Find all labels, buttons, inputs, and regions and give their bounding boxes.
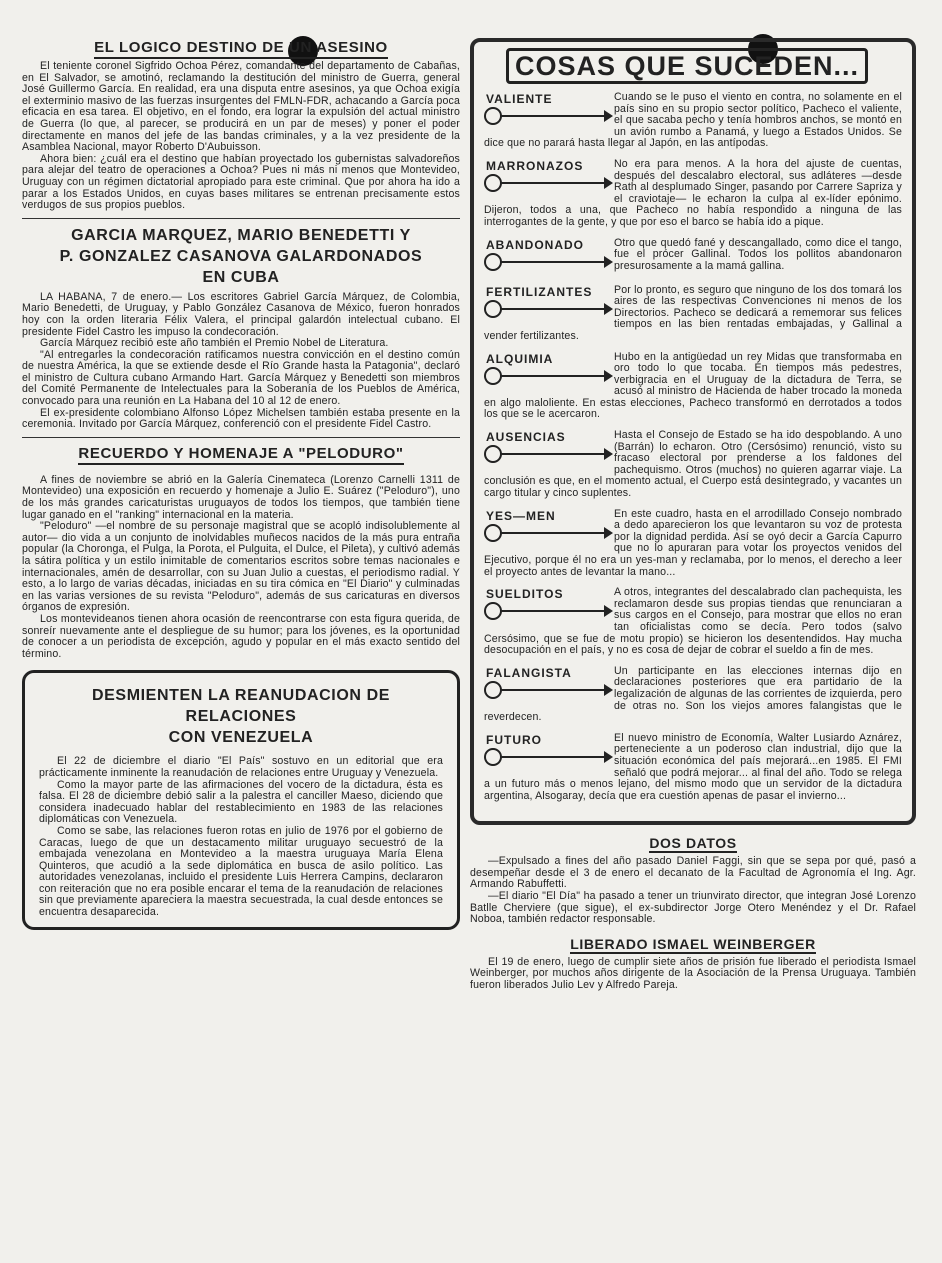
entry-label: ALQUIMIA bbox=[486, 351, 554, 366]
story-logico-destino bbox=[22, 38, 460, 212]
paragraph: El ex-presidente colombiano Alfonso López Michelsen también estaba presente en la ceremonia. Invitado por García Márquez, conferenció con el presidente Fidel Castro. bbox=[22, 406, 460, 431]
entry bbox=[484, 430, 902, 500]
arrow-icon bbox=[484, 601, 614, 621]
arrow-icon bbox=[484, 680, 614, 700]
entry-label: YES—MEN bbox=[486, 508, 556, 523]
headline: LIBERADO ISMAEL WEINBERGER bbox=[570, 935, 816, 952]
paragraph: El 19 de enero, luego de cumplir siete años de prisión fue liberado el periodista Ismael Weinberger, por muchos años dirigente de la Asociación de la Prensa Uruguaya. También fueron liberados Julio Lev y Alfredo Pareja. bbox=[470, 955, 916, 992]
paragraph: LA HABANA, 7 de enero.— Los escritores Gabriel García Márquez, de Colombia, Mario Benedetti, de Uruguay, y Pablo González Casanova de México, fueron honrados hoy con la orden literaria Félix Valera, el principal galardón intelectual cubano. El presidente Fidel Castro les impuso la condecoración. bbox=[22, 290, 460, 338]
entry bbox=[484, 733, 902, 803]
arrow-icon bbox=[484, 523, 614, 543]
entry-text: Hasta el Consejo de Estado se ha ido despoblando. A uno (Barrán) lo echaron. Otro (Cersósimo) renunció, visto su fracaso electoral por prenderse a los faldones del pachequismo. Otros (muchos) no quieren agarrar viaje. La conclusión es que, en el momento actual, el Cuerpo está desintegrado, y vacantes un cargo titular y cinco suplentes. bbox=[484, 429, 902, 500]
entry bbox=[484, 352, 902, 422]
paragraph: Como se sabe, las relaciones fueron rotas en julio de 1976 por el gobierno de Caracas, luego de que un destacamento militar uruguayo secuestró de la embajada venezolana en Montevideo a la maestra uruguaya María Elena Quinteros, que acudió a la sede diplomática en busca de asilo político. Las autoridades venezolanas, incluido el presidente Luis Herrera Campins, declararon con reiteración que no era posible encarar el tema de la reanudación de relaciones sin que previamente apareciera la maestra secuestrada, la cual desde entonces se encuentra desaparecida. bbox=[39, 824, 443, 919]
arrow-icon bbox=[484, 444, 614, 464]
cosas-que-suceden-panel bbox=[470, 38, 916, 825]
story-dos-datos bbox=[470, 835, 916, 926]
paragraph: "Peloduro" —el nombre de su personaje magistral que se acopló indisolublemente al autor— dio vida a un conjunto de inolvidables muñecos nacidos de la más pura entraña popular (la Choronga, el Pulga, la Porota, el Pulguita, el Dulce, el Pileta), y cultivó además la sátira política y un estilo inimitable de comentarios escritos sobre temas nacionales e internacionales, amén de desarrollar, con su Juan Julio a cuestas, el periodismo radial. Y esto, a lo largo de varias décadas, iniciadas en su tira cómica en "El Diario" y culminadas en las varias versiones de su revista "Peloduro", además de sus caricaturas en diversos órganos de expresión. bbox=[22, 520, 460, 614]
story-galardonados bbox=[22, 225, 460, 431]
panel-title: COSAS QUE SUCEDEN... bbox=[506, 48, 868, 84]
paragraph: "Al entregarles la condecoración ratificamos nuestra convicción en el destino común de nuestra América, la que se extiende desde el Río Grande hasta la Patagonia", declaró el ministro de Cultura cubano Armando Hart. García Márquez y Benedetti son miembros del Comité Permanente de Intelectuales para la Soberanía de los Pueblos de América, convocado para una reunión en La Habana del 10 al 12 de enero. bbox=[22, 348, 460, 408]
entry-label: FALANGISTA bbox=[486, 665, 572, 680]
entry-text: Hubo en la antigüedad un rey Midas que transformaba en oro todo lo que tocaba. En tiempos más pedestres, verbigracia en el Uruguay de la dictadura de Terra, se acusó al ministro de Hacienda de haber trocado la moneda en algo maloliente. En estas elecciones, Pacheco transformó en derrotados a todos los que se le acercaron. bbox=[484, 350, 902, 421]
entry bbox=[484, 285, 902, 343]
story-peloduro bbox=[22, 444, 460, 661]
entry-label: VALIENTE bbox=[486, 92, 553, 106]
entry-label: FUTURO bbox=[486, 732, 542, 747]
headline: DESMIENTEN LA REANUDACION DE RELACIONES CON VENEZUELA bbox=[92, 687, 390, 747]
entry bbox=[484, 587, 902, 657]
arrow-icon bbox=[484, 173, 614, 193]
entry bbox=[484, 666, 902, 724]
paragraph: Los montevideanos tienen ahora ocasión de reencontrarse con esta figura querida, de sonreír nuevamente ante el despliegue de su humor; para los jóvenes, es la oportunidad de conocer a un periodista de excepción, agudo y popular en el más exacto sentido del término. bbox=[22, 612, 460, 660]
paragraph: Como la mayor parte de las afirmaciones del vocero de la dictadura, ésta es falsa. El 28 de diciembre debió salir a la palestra el canciller Maeso, diciendo que considera inadecuado hablar del restablecimiento en 1983 de las relaciones diplomáticas con Venezuela. bbox=[39, 778, 443, 826]
entry-text: No era para menos. A la hora del ajuste de cuentas, después del descalabro electoral, sus adláteres —desde Rath al desplumado Singer, pasando por Carrere Sapriza y el craviotaje— le echaron la culpa al ex-líder epónimo. Dijeron, todos a una, que Pacheco no había respondido a ninguna de las interrogantes de la gente, y que por eso el barco se había ido a pique. bbox=[484, 157, 902, 228]
entry-text: Por lo pronto, es seguro que ninguno de los dos tomará los aires de las respectivas Convenciones ni menos de los Directorios. Pacheco se dedicará a rememorar sus felices tiempos en las bien rentadas embajadas, y Gallinal a vender fertilizantes. bbox=[484, 283, 902, 342]
entry-label: ABANDONADO bbox=[486, 237, 584, 252]
paragraph: El teniente coronel Sigfrido Ochoa Pérez, comandante del departamento de Cabañas, en El Salvador, se amotinó, reclamando la destitución del ministro de Guerra, general José Guillermo García. En realidad, era una disputa entre asesinos, ya que Ochoa exigía el exterminio masivo de las fuerzas insurgentes del FMLN-FDR, achacando a García poca eficacia en esa tarea. El objetivo, en el fondo, era lograr la expulsión del actual ministro de Guerra (lo que, al parecer, se producirá en un par de meses) y poner el poder directamente en manos del jefe de las bandas criminales, y a la vez presidente de la Asamblea Nacional, mayor Roberto D'Aubuisson. bbox=[22, 60, 460, 154]
left-column bbox=[22, 30, 460, 930]
entry-label: FERTILIZANTES bbox=[486, 284, 593, 299]
story-venezuela bbox=[22, 670, 460, 929]
entry-text: Un participante en las elecciones internas dijo en declaraciones posteriores que era partidario de la legalización de algunas de las corrientes de izquierda, pero de otras no. Son los viejos amores falangistas que le reverdecen. bbox=[484, 664, 902, 724]
entry bbox=[484, 92, 902, 150]
divider bbox=[22, 218, 460, 219]
arrow-icon bbox=[484, 252, 614, 272]
arrow-icon bbox=[484, 299, 614, 319]
arrow-icon bbox=[484, 366, 614, 386]
arrow-icon bbox=[484, 747, 614, 767]
entry bbox=[484, 238, 902, 276]
paragraph: —Expulsado a fines del año pasado Daniel Faggi, sin que se sepa por qué, pasó a desempeñar desde el 3 de enero el decanato de la Facultad de Agronomía el Ing. Agr. Armando Rabuffetti. bbox=[470, 855, 916, 891]
paragraph: García Márquez recibió este año también el Premio Nobel de Literatura. bbox=[40, 337, 389, 350]
right-column bbox=[470, 38, 916, 992]
arrow-icon bbox=[484, 106, 614, 126]
entry-label: SUELDITOS bbox=[486, 587, 564, 602]
entry-text: A otros, integrantes del descalabrado clan pachequista, les reclamaron desde sus propias tiendas que renunciaran a sus cargos en el Consejo, para mostrar que ellos no eran tan oficialistas como se decía. Pero todos (salvo Cersósimo, que se fue de motu propio) se hicieron los desentendidos. Hay mucha desocupación en el país, y no es cosa de dejar de cobrar el sueldo a fin de mes. bbox=[484, 586, 902, 657]
paragraph: Ahora bien: ¿cuál era el destino que habían proyectado los gubernistas salvadoreños para alejar del teatro de operaciones a Ochoa? Pues ni más ni menos que Montevideo, Uruguay con un régimen dictatorial apropiado para este criminal. Que por ahora ha ido a parar a los Estados Unidos, en cuyas bases militares se entrenan precisamente estos verdugos de sus propios pueblos. bbox=[22, 152, 460, 212]
entry-text: Otro que quedó fané y descangallado, como dice el tango, fue el prócer Gallinal. Todos los pollitos abandonaron presurosamente a la mamá gallina. bbox=[614, 236, 902, 272]
entry-label: AUSENCIAS bbox=[486, 430, 566, 445]
entry bbox=[484, 509, 902, 579]
headline: GARCIA MARQUEZ, MARIO BENEDETTI Y P. GONZALEZ CASANOVA GALARDONADOS EN CUBA bbox=[59, 226, 423, 286]
entry-text: Cuando se le puso el viento en contra, no solamente en el país sino en su propio sector político, Pacheco el valiente, el que sacaba pecho y tenía hombros anchos, se montó en un avión rumbo a Panamá, y luego a Estados Unidos. Se dice que no parará hasta llegar al Japón, en las antípodas. bbox=[484, 91, 902, 150]
entry-label: MARRONAZOS bbox=[486, 158, 584, 173]
paragraph: A fines de noviembre se abrió en la Galería Cinemateca (Lorenzo Carnelli 1311 de Montevideo) una exposición en recuerdo y homenaje a Julio E. Suárez ("Peloduro"), uno de los más grandes caricaturistas uruguayos de todos los tiempos, que también tiene lugar ganado en el "ranking" internacional en la materia. bbox=[22, 473, 460, 521]
paragraph: El 22 de diciembre el diario "El País" sostuvo en un editorial que era prácticamente inminente la reanudación de relaciones entre Uruguay y Venezuela. bbox=[39, 755, 443, 779]
entry-text: En este cuadro, hasta en el arrodillado Consejo nombrado a dedo aparecieron los que levantaron su voz de protesta por la dignidad perdida. Así se oyó decir a García Capurro que no lo apuraran para votar los proyectos venidos del Ejecutivo, porque él no era un yes-man y reclamaba, por lo menos, el derecho a leer el proyecto antes de levantar la mano... bbox=[484, 507, 902, 578]
headline: RECUERDO Y HOMENAJE A "PELODURO" bbox=[22, 444, 460, 463]
headline: EL LOGICO DESTINO DE UN ASESINO bbox=[22, 38, 460, 57]
divider bbox=[22, 437, 460, 438]
entry bbox=[484, 159, 902, 229]
headline: DOS DATOS bbox=[649, 835, 737, 852]
paragraph: —El diario "El Día" ha pasado a tener un triunvirato director, que integran José Lorenzo Batlle Cherviere (que sigue), el ex-subdirector Jorge Otero Menéndez y el Dr. Rafael Noboa, también redactor responsable. bbox=[470, 890, 916, 926]
entry-text: El nuevo ministro de Economía, Walter Lusiardo Aznárez, perteneciente a un poderoso clan industrial, dijo que la situación económica del país mejorará...en 1985. El FMI señaló que podrá mejorar... al final del año. Todo se relega a un futuro más o menos lejano, del mismo modo que un servidor de la dictadura argentina, Alsogaray, decía que era cuestión apenas de pasar el invierno... bbox=[484, 731, 902, 802]
entries-list bbox=[484, 92, 902, 802]
story-liberado bbox=[470, 936, 916, 992]
